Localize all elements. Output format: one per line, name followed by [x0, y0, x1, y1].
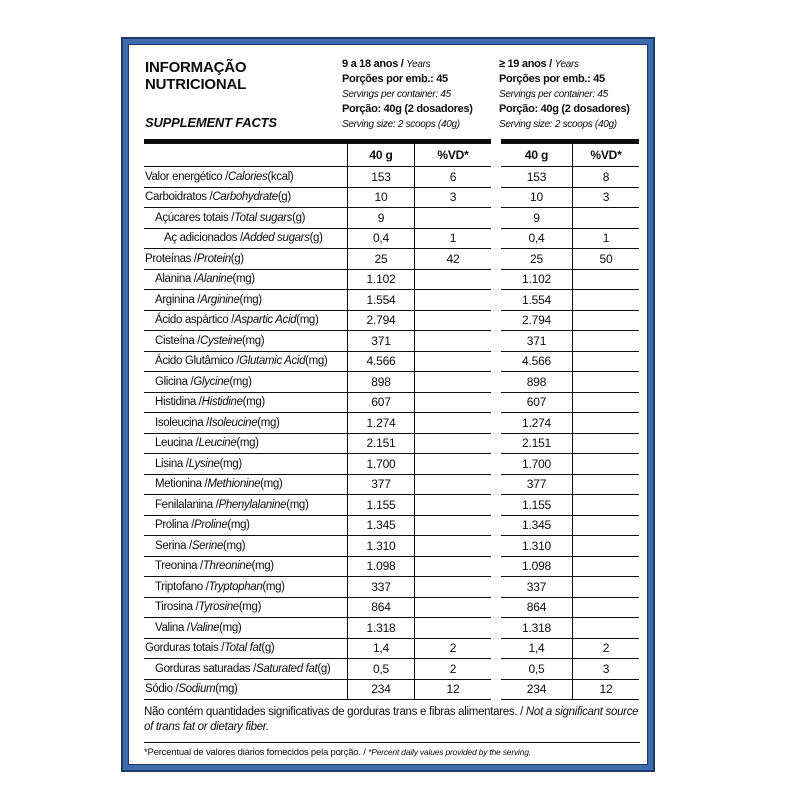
- amount-cell-group2: 1.700: [501, 454, 572, 475]
- row-label-en: Lysine: [188, 457, 220, 470]
- dv-cell-group1: [414, 577, 491, 598]
- table-body: [144, 167, 640, 700]
- row-label-en: Glutamic Acid: [239, 355, 306, 368]
- row-label-unit: (mg): [260, 478, 283, 491]
- dv-cell-group1: [414, 413, 491, 434]
- dv-cell-group2: [572, 208, 639, 229]
- row-label-unit: (g): [230, 252, 244, 265]
- amount-cell-group2: 4.566: [501, 352, 572, 373]
- dv-cell-group1: 1: [414, 229, 491, 250]
- table-row: [144, 188, 640, 209]
- column-gap: [491, 475, 501, 496]
- row-label-en: Proline: [194, 519, 228, 532]
- servings-en-2: Servings per container: 45: [499, 89, 608, 100]
- dv-cell-group1: 6: [414, 167, 491, 188]
- dv-cell-group2: 1: [572, 229, 639, 250]
- column-gap: [491, 331, 501, 352]
- row-label: [144, 454, 347, 475]
- row-label: [144, 270, 347, 291]
- table-row: [144, 454, 640, 475]
- table-row: [144, 475, 640, 496]
- row-label: [144, 413, 347, 434]
- row-label-pt: Valor energético /: [145, 170, 228, 183]
- row-label-unit: (mg): [262, 580, 285, 593]
- row-label-pt: Sódio /: [145, 683, 179, 696]
- servings-pt-2: Porções por emb.: 45: [499, 73, 605, 85]
- column-gap: [491, 639, 501, 660]
- table-row: [144, 352, 640, 373]
- row-label-pt: Proteínas /: [145, 252, 197, 265]
- amount-cell-group2: 377: [501, 475, 572, 496]
- table-row: [144, 413, 640, 434]
- row-label-en: Sodium: [178, 683, 216, 696]
- row-label-en: Aspartic Acid: [234, 314, 297, 327]
- row-label-unit: (g): [277, 191, 291, 204]
- row-label-pt: Cisteína /: [155, 334, 201, 347]
- dv-cell-group1: [414, 618, 491, 639]
- row-label-en: Arginine: [200, 293, 240, 306]
- amount-cell-group1: 153: [347, 167, 414, 188]
- row-label-unit: (g): [292, 211, 306, 224]
- table-row: [144, 577, 640, 598]
- row-label: [144, 475, 347, 496]
- row-label-pt: Glicina /: [155, 375, 194, 388]
- dv-cell-group2: [572, 413, 639, 434]
- dv-cell-group2: 12: [572, 680, 639, 701]
- dv-cell-group2: 3: [572, 188, 639, 209]
- dv-cell-group2: [572, 618, 639, 639]
- note-pt: Não contém quantidades significativas de gorduras trans e fibras alimentares. /: [144, 706, 526, 718]
- dv-cell-group1: [414, 454, 491, 475]
- amount-cell-group2: 10: [501, 188, 572, 209]
- row-label-pt: Leucina /: [155, 437, 199, 450]
- dv-cell-group2: 3: [572, 659, 639, 680]
- row-label-unit: (mg): [238, 601, 262, 614]
- row-label-en: Glycine: [193, 375, 230, 388]
- dv-cell-group1: [414, 311, 491, 332]
- amount-cell-group2: 864: [501, 598, 572, 619]
- amount-cell-group1: 898: [347, 372, 414, 393]
- column-gap: [491, 598, 501, 619]
- column-gap: [491, 372, 501, 393]
- row-label: [144, 188, 347, 209]
- column-header-label-spacer: [144, 144, 347, 167]
- dv-cell-group1: [414, 331, 491, 352]
- dv-cell-group1: [414, 495, 491, 516]
- dv-cell-group2: [572, 577, 639, 598]
- row-label: [144, 290, 347, 311]
- row-label-unit: (mg): [242, 396, 265, 409]
- table-row: [144, 598, 640, 619]
- row-label-unit: (g): [261, 642, 275, 655]
- dv-cell-group2: [572, 372, 639, 393]
- row-label-pt: Isoleucina /: [155, 416, 209, 429]
- footnote-pt: *Percentual de valores diários fornecidos pela porção. /: [144, 747, 369, 758]
- dv-cell-group1: [414, 290, 491, 311]
- column-gap: [491, 249, 501, 270]
- amount-cell-group1: 9: [347, 208, 414, 229]
- title-informacao-nutricional: [145, 59, 246, 93]
- column-gap: [491, 393, 501, 414]
- dv-cell-group2: [572, 475, 639, 496]
- row-label-unit: (kcal): [267, 170, 294, 183]
- amount-cell-group1: 1.274: [347, 413, 414, 434]
- row-label-pt: Gorduras totais /: [145, 642, 225, 655]
- dv-cell-group1: [414, 475, 491, 496]
- row-label: [144, 659, 347, 680]
- amount-cell-group1: 0,4: [347, 229, 414, 250]
- row-label-en: Isoleucine: [208, 416, 258, 429]
- row-label-unit: (mg): [251, 560, 274, 573]
- row-label-en: Serine: [191, 539, 223, 552]
- amount-cell-group1: 1.554: [347, 290, 414, 311]
- table-row: [144, 270, 640, 291]
- row-label-unit: (mg): [232, 273, 255, 286]
- amount-cell-group1: 1.102: [347, 270, 414, 291]
- table-row: [144, 393, 640, 414]
- row-label: [144, 311, 347, 332]
- dv-cell-group2: [572, 557, 639, 578]
- serving-info-group-2: [499, 57, 651, 132]
- row-label-en: Tryptophan: [208, 580, 263, 593]
- amount-cell-group1: 234: [347, 680, 414, 701]
- amount-cell-group1: 1.098: [347, 557, 414, 578]
- dv-cell-group1: [414, 434, 491, 455]
- amount-cell-group1: 2.794: [347, 311, 414, 332]
- row-label-en: Leucine: [198, 437, 237, 450]
- column-gap: [491, 311, 501, 332]
- row-label: [144, 557, 347, 578]
- dv-cell-group1: 2: [414, 639, 491, 660]
- row-label: [144, 208, 347, 229]
- table-row: [144, 516, 640, 537]
- row-label: [144, 372, 347, 393]
- amount-cell-group2: 1.274: [501, 413, 572, 434]
- row-label-en: Tyrosine: [198, 601, 239, 614]
- row-label-unit: (mg): [239, 293, 262, 306]
- amount-cell-group2: 1.102: [501, 270, 572, 291]
- row-label-unit: (mg): [257, 416, 280, 429]
- dv-cell-group2: [572, 393, 639, 414]
- label-header: [144, 53, 640, 139]
- row-label-en: Threonine: [202, 560, 252, 573]
- column-header-row: [144, 144, 640, 167]
- row-label-en: Histidine: [201, 396, 243, 409]
- serving-info-group-1: [342, 57, 494, 132]
- amount-cell-group1: 864: [347, 598, 414, 619]
- row-label-unit: (mg): [229, 375, 252, 388]
- amount-cell-group2: 25: [501, 249, 572, 270]
- table-row: [144, 229, 640, 250]
- table-row: [144, 290, 640, 311]
- row-label: [144, 331, 347, 352]
- column-gap: [491, 659, 501, 680]
- amount-cell-group1: 1.318: [347, 618, 414, 639]
- column-gap: [491, 413, 501, 434]
- dv-cell-group1: [414, 598, 491, 619]
- dv-cell-group1: [414, 352, 491, 373]
- row-label-en: Total fat: [224, 642, 262, 655]
- dv-cell-group2: [572, 290, 639, 311]
- row-label-en: Saturated fat: [256, 662, 318, 675]
- amount-cell-group2: 9: [501, 208, 572, 229]
- amount-cell-group2: 1,4: [501, 639, 572, 660]
- percent-daily-values-footnote: [144, 747, 640, 758]
- column-header-amount-1: 40 g: [347, 144, 414, 167]
- column-gap: [491, 229, 501, 250]
- dv-cell-group2: [572, 434, 639, 455]
- column-gap: [491, 536, 501, 557]
- amount-cell-group2: 153: [501, 167, 572, 188]
- amount-cell-group1: 371: [347, 331, 414, 352]
- row-label-en: Phenylalanine: [218, 498, 287, 511]
- row-label: [144, 598, 347, 619]
- age-range-2-pt: ≥ 19 anos /: [499, 58, 555, 70]
- table-row: [144, 311, 640, 332]
- servings-en-1: Servings per container: 45: [342, 89, 451, 100]
- table-row: [144, 659, 640, 680]
- dv-cell-group2: 2: [572, 639, 639, 660]
- dv-cell-group1: [414, 516, 491, 537]
- dv-cell-group2: 50: [572, 249, 639, 270]
- table-row: [144, 618, 640, 639]
- column-gap: [491, 270, 501, 291]
- dv-cell-group2: [572, 270, 639, 291]
- portion-en-2: Serving size: 2 scoops (40g): [499, 119, 617, 130]
- table-row: [144, 557, 640, 578]
- row-label-unit: (mg): [215, 683, 238, 696]
- age-range-1: [342, 57, 494, 72]
- dv-cell-group2: [572, 495, 639, 516]
- row-label-pt: Valina /: [155, 621, 190, 634]
- column-gap: [491, 188, 501, 209]
- row-label-pt: Fenilalanina /: [155, 498, 219, 511]
- row-label-unit: (g): [317, 662, 331, 675]
- row-label-pt: Histidina /: [155, 396, 202, 409]
- column-gap: [491, 680, 501, 701]
- no-significant-source-note: [144, 705, 640, 735]
- row-label-pt: Triptofano /: [155, 580, 209, 593]
- row-label-en: Carbohydrate: [212, 191, 278, 204]
- row-label: [144, 680, 347, 701]
- footnote-divider: [144, 742, 640, 743]
- column-header-dv-2: %VD*: [572, 144, 639, 167]
- row-label-en: Calories: [227, 170, 268, 183]
- dv-cell-group2: [572, 331, 639, 352]
- portion-pt-2: Porção: 40g (2 dosadores): [499, 103, 630, 115]
- row-label-unit: (g): [309, 232, 323, 245]
- amount-cell-group2: 1.345: [501, 516, 572, 537]
- dv-cell-group1: [414, 270, 491, 291]
- dv-cell-group2: [572, 454, 639, 475]
- row-label: [144, 249, 347, 270]
- amount-cell-group2: 0,5: [501, 659, 572, 680]
- row-label: [144, 516, 347, 537]
- amount-cell-group1: 2.151: [347, 434, 414, 455]
- table-row: [144, 495, 640, 516]
- table-row: [144, 372, 640, 393]
- dv-cell-group1: [414, 208, 491, 229]
- subtitle-supplement-facts: SUPPLEMENT FACTS: [145, 115, 277, 130]
- row-label-pt: Gorduras saturadas /: [155, 662, 257, 675]
- row-label-pt: Alanina /: [155, 273, 197, 286]
- table-row: [144, 208, 640, 229]
- dv-cell-group1: [414, 372, 491, 393]
- column-gap: [491, 167, 501, 188]
- row-label-pt: Ácido Glutâmico /: [155, 355, 240, 368]
- amount-cell-group1: 337: [347, 577, 414, 598]
- row-label-pt: Serina /: [155, 539, 192, 552]
- row-label-unit: (mg): [227, 519, 250, 532]
- dv-cell-group2: [572, 516, 639, 537]
- amount-cell-group2: 1.098: [501, 557, 572, 578]
- title-line-1: INFORMAÇÃO: [145, 59, 247, 76]
- column-gap: [491, 495, 501, 516]
- column-gap: [491, 352, 501, 373]
- row-label-pt: Açúcares totais /: [155, 211, 235, 224]
- row-label: [144, 434, 347, 455]
- row-label-en: Valine: [189, 621, 220, 634]
- row-label: [144, 536, 347, 557]
- title-line-2: NUTRICIONAL: [145, 76, 247, 93]
- dv-cell-group1: [414, 557, 491, 578]
- portion-en-1: Serving size: 2 scoops (40g): [342, 119, 460, 130]
- footnote-en: *Percent daily values provided by the serving.: [368, 747, 531, 757]
- amount-cell-group1: 1.700: [347, 454, 414, 475]
- row-label: [144, 618, 347, 639]
- dv-cell-group1: 3: [414, 188, 491, 209]
- row-label-pt: Tirosina /: [155, 601, 199, 614]
- row-label-en: Total sugars: [234, 211, 293, 224]
- age-range-1-pt: 9 a 18 anos /: [342, 58, 407, 70]
- amount-cell-group1: 377: [347, 475, 414, 496]
- dv-cell-group1: 12: [414, 680, 491, 701]
- dv-cell-group1: [414, 393, 491, 414]
- amount-cell-group1: 1.155: [347, 495, 414, 516]
- table-row: [144, 167, 640, 188]
- row-label-pt: Ácido aspártico /: [155, 314, 235, 327]
- row-label-en: Cysteine: [200, 334, 243, 347]
- row-label-en: Methionine: [207, 478, 261, 491]
- row-label: [144, 352, 347, 373]
- dv-cell-group2: [572, 536, 639, 557]
- amount-cell-group1: 1,4: [347, 639, 414, 660]
- column-gap: [491, 434, 501, 455]
- column-gap: [491, 557, 501, 578]
- amount-cell-group1: 1.310: [347, 536, 414, 557]
- table-row: [144, 536, 640, 557]
- row-label-pt: Arginina /: [155, 293, 201, 306]
- column-gap: [491, 208, 501, 229]
- row-label: [144, 229, 347, 250]
- row-label: [144, 495, 347, 516]
- column-gap: [491, 577, 501, 598]
- note-en: Not a significant source of trans fat or dietary fiber.: [144, 706, 639, 733]
- row-label-pt: Aç adicionados /: [164, 232, 243, 245]
- amount-cell-group2: 898: [501, 372, 572, 393]
- row-label-pt: Treonina /: [155, 560, 203, 573]
- column-gap: [491, 290, 501, 311]
- row-label-unit: (mg): [219, 457, 242, 470]
- table-row: [144, 680, 640, 701]
- row-label-unit: (mg): [223, 539, 246, 552]
- dv-cell-group2: [572, 311, 639, 332]
- table-row: [144, 249, 640, 270]
- amount-cell-group2: 1.310: [501, 536, 572, 557]
- amount-cell-group2: 234: [501, 680, 572, 701]
- column-header-dv-1: %VD*: [414, 144, 491, 167]
- row-label-en: Protein: [196, 252, 231, 265]
- amount-cell-group2: 1.554: [501, 290, 572, 311]
- row-label-en: Added sugars: [242, 232, 310, 245]
- label-blue-border: [123, 39, 653, 770]
- row-label-unit: (mg): [286, 498, 309, 511]
- amount-cell-group2: 0,4: [501, 229, 572, 250]
- dv-cell-group1: 42: [414, 249, 491, 270]
- amount-cell-group2: 607: [501, 393, 572, 414]
- amount-cell-group2: 1.155: [501, 495, 572, 516]
- label-content: [128, 44, 648, 765]
- row-label-pt: Metionina /: [155, 478, 208, 491]
- row-label-unit: (mg): [236, 437, 259, 450]
- dv-cell-group1: 2: [414, 659, 491, 680]
- row-label-unit: (mg): [296, 314, 319, 327]
- row-label-pt: Prolina /: [155, 519, 195, 532]
- column-gap: [491, 454, 501, 475]
- amount-cell-group2: 2.151: [501, 434, 572, 455]
- table-row: [144, 434, 640, 455]
- row-label: [144, 393, 347, 414]
- table-row: [144, 331, 640, 352]
- column-gap: [491, 516, 501, 537]
- dv-cell-group2: [572, 598, 639, 619]
- amount-cell-group2: 337: [501, 577, 572, 598]
- amount-cell-group2: 2.794: [501, 311, 572, 332]
- row-label: [144, 577, 347, 598]
- amount-cell-group2: 371: [501, 331, 572, 352]
- row-label: [144, 167, 347, 188]
- amount-cell-group1: 25: [347, 249, 414, 270]
- dv-cell-group2: [572, 352, 639, 373]
- row-label: [144, 639, 347, 660]
- dv-cell-group2: 8: [572, 167, 639, 188]
- label-outer-frame: [121, 37, 655, 772]
- amount-cell-group1: 4.566: [347, 352, 414, 373]
- column-gap: [491, 618, 501, 639]
- row-label-pt: Lisina /: [155, 457, 189, 470]
- amount-cell-group1: 1.345: [347, 516, 414, 537]
- age-range-2: [499, 57, 651, 72]
- portion-pt-1: Porção: 40g (2 dosadores): [342, 103, 473, 115]
- dv-cell-group1: [414, 536, 491, 557]
- row-label-en: Alanine: [196, 273, 233, 286]
- age-range-1-en: Years: [406, 59, 431, 70]
- age-range-2-en: Years: [554, 59, 579, 70]
- amount-cell-group1: 0,5: [347, 659, 414, 680]
- amount-cell-group2: 1.318: [501, 618, 572, 639]
- column-header-amount-2: 40 g: [501, 144, 572, 167]
- row-label-unit: (mg): [219, 621, 242, 634]
- column-gap: [491, 144, 501, 167]
- servings-pt-1: Porções por emb.: 45: [342, 73, 448, 85]
- amount-cell-group1: 607: [347, 393, 414, 414]
- amount-cell-group1: 10: [347, 188, 414, 209]
- row-label-unit: (mg): [305, 355, 328, 368]
- row-label-pt: Carboidratos /: [145, 191, 213, 204]
- table-row: [144, 639, 640, 660]
- row-label-unit: (mg): [242, 334, 265, 347]
